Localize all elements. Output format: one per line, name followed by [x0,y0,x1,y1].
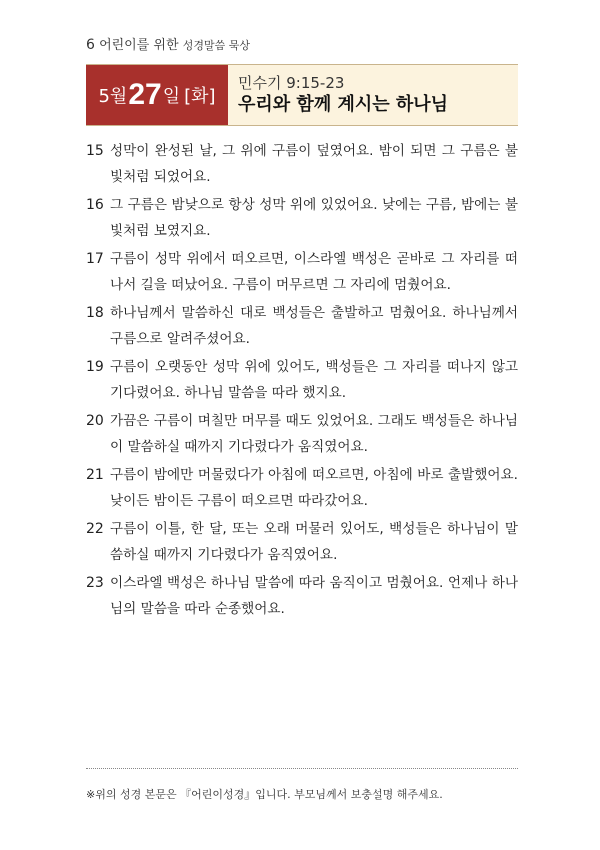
verse-number: 23 [86,575,104,591]
date-day-suffix: 일 [162,86,181,107]
date-month: 5월 [98,86,128,107]
verse-number: 21 [86,467,104,483]
footer-note: ※위의 성경 본문은 『어린이성경』입니다. 부모님께서 보충설명 해주세요. [86,788,443,801]
verse [86,462,518,514]
title-box [228,65,518,125]
verse-text: 구름이 밤에만 머물렀다가 아침에 떠오르면, 아침에 바로 출발했어요. 낮이든 밤이든 구름이 떠오르면 따라갔어요. [110,467,518,509]
date-day: 27 [128,78,162,111]
date-box [86,65,228,125]
devotion-title: 우리와 함께 계시는 하나님 [238,94,449,115]
verse-number: 20 [86,413,104,429]
verse-text: 구름이 오랫동안 성막 위에 있어도, 백성들은 그 자리를 떠나지 않고 기다렸어요. 하나님 말씀을 따라 했지요. [110,359,518,401]
verse [86,516,518,568]
verse-text: 구름이 이틀, 한 달, 또는 오래 머물러 있어도, 백성들은 하나님이 말씀하실 때까지 기다렸다가 움직였어요. [110,521,518,563]
book-title: 어린이를 위한 [99,38,179,53]
verse [86,354,518,406]
date-weekday: [화] [184,86,216,107]
book-subtitle: 성경말씀 묵상 [182,39,250,52]
scripture-reference: 민수기 9:15-23 [238,74,345,92]
verse-number: 22 [86,521,104,537]
verse [86,570,518,622]
verse [86,408,518,460]
verse [86,192,518,244]
verse-list [86,138,518,624]
footer-divider [86,768,518,769]
verse-text: 그 구름은 밤낮으로 항상 성막 위에 있었어요. 낮에는 구름, 밤에는 불빛처럼 보였지요. [110,197,518,239]
verse-number: 18 [86,305,104,321]
verse-number: 19 [86,359,104,375]
verse-number: 16 [86,197,104,213]
page-number: 6 [86,37,95,53]
verse-number: 15 [86,143,104,159]
devotion-banner [86,64,518,126]
running-header [86,34,250,53]
verse-text: 가끔은 구름이 며칠만 머무를 때도 있었어요. 그래도 백성들은 하나님이 말씀하실 때까지 기다렸다가 움직였어요. [110,413,518,455]
verse-text: 하나님께서 말씀하신 대로 백성들은 출발하고 멈췄어요. 하나님께서 구름으로 알려주셨어요. [110,305,518,347]
verse-text: 이스라엘 백성은 하나님 말씀에 따라 움직이고 멈췄어요. 언제나 하나님의 말씀을 따라 순종했어요. [110,575,518,617]
verse [86,246,518,298]
verse-text: 구름이 성막 위에서 떠오르면, 이스라엘 백성은 곧바로 그 자리를 떠나서 길을 떠났어요. 구름이 머무르면 그 자리에 멈췄어요. [110,251,518,293]
verse-number: 17 [86,251,104,267]
verse [86,138,518,190]
verse [86,300,518,352]
verse-text: 성막이 완성된 날, 그 위에 구름이 덮였어요. 밤이 되면 그 구름은 불빛처럼 되었어요. [110,143,518,185]
